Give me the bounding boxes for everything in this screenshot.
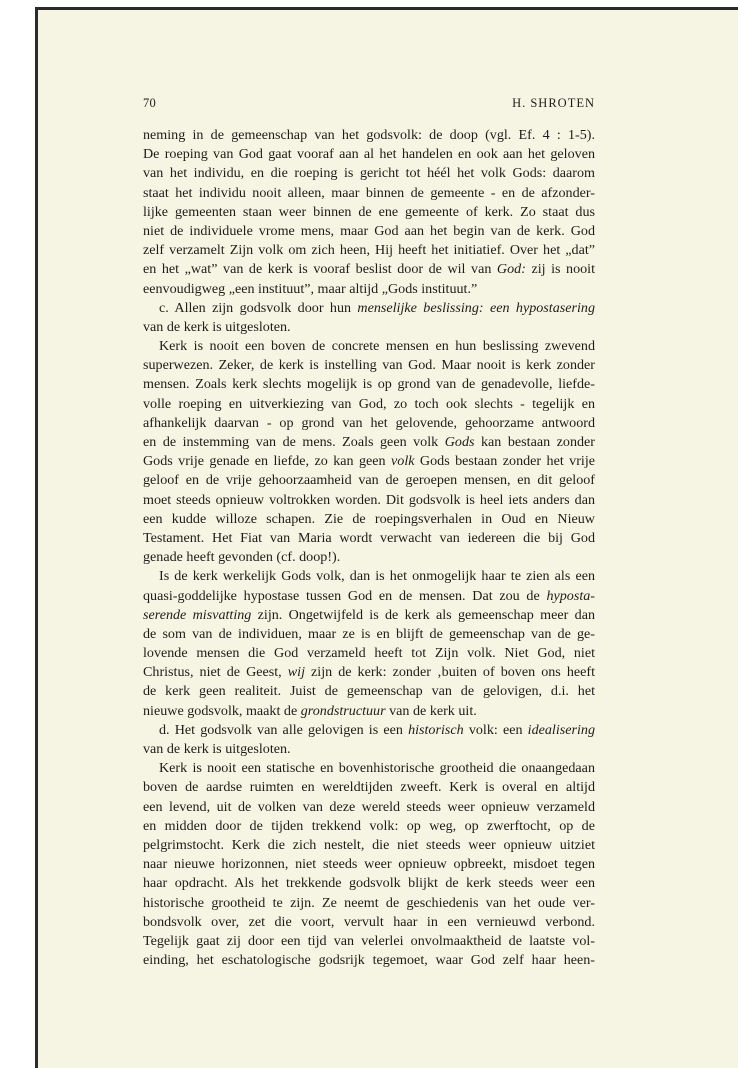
running-head-author: H. SHROTEN: [512, 96, 595, 110]
text-run: van de kerk uit.: [385, 702, 477, 719]
text-line: [143, 874, 595, 893]
text-line: [143, 529, 595, 548]
text-line: [143, 721, 595, 740]
text-run: Gods vrije genade en liefde, zo kan geen: [143, 453, 392, 470]
text-line: [143, 241, 595, 260]
text-run: en het „wat” van de kerk is vooraf beslist door de wil van: [143, 261, 497, 278]
text-line: [143, 356, 595, 375]
text-line: [143, 932, 595, 951]
text-run: pelgrimstocht. Kerk die zich nestelt, die niet steeds weer opnieuw uitziet: [143, 836, 595, 853]
text-line: [143, 817, 595, 836]
text-run: De roeping van God gaat vooraf aan al het handelen en ook aan het geloven: [143, 146, 595, 163]
text-line: [143, 164, 595, 183]
text-run: superwezen. Zeker, de kerk is instelling van God. Maar nooit is kerk zonder: [143, 357, 595, 374]
text-run: staat het individu nooit alleen, maar binnen de gemeente - en de afzonder-: [143, 184, 595, 201]
text-run: volk: een: [463, 721, 528, 738]
text-run: Gods bestaan zonder het vrije: [414, 453, 595, 470]
text-run: c. Allen zijn godsvolk door hun: [159, 299, 358, 316]
italic-text: historisch: [408, 721, 464, 738]
text-line: [143, 337, 595, 356]
text-line: [143, 491, 595, 510]
text-run: een levend, uit de volken van deze wereld steeds weer opnieuw verzameld: [143, 798, 595, 815]
italic-text: God:: [496, 261, 526, 278]
running-header: [143, 95, 595, 111]
text-run: zelf verzamelt Zijn volk om zich heen, Hij heeft het initiatief. Over het „dat”: [143, 242, 595, 259]
text-line: [143, 855, 595, 874]
text-line: [143, 452, 595, 471]
text-line: [143, 414, 595, 433]
italic-text: menselijke beslissing: een hypostasering: [357, 299, 595, 316]
text-run: lijke gemeenten staan weer binnen de ene gemeente of kerk. Zo staat dus: [143, 203, 595, 220]
text-run: de som van de individuen, maar ze is en blijft de gemeenschap van de ge-: [143, 625, 595, 642]
text-run: neming in de gemeenschap van het godsvolk: de doop (vgl. Ef. 4 : 1-5).: [143, 127, 595, 143]
text-run: geloof en de vrije gehoorzaamheid van de geroepen mensen, en dit geloof: [143, 472, 595, 489]
text-line: [143, 702, 595, 721]
text-run: zij is nooit: [525, 261, 595, 278]
text-line: [143, 222, 595, 241]
text-line: [143, 299, 595, 318]
text-line: [143, 644, 595, 663]
text-line: [143, 682, 595, 701]
text-line: [143, 740, 595, 759]
text-run: kan bestaan zonder: [474, 434, 595, 450]
text-line: [143, 606, 595, 625]
text-line: [143, 375, 595, 394]
text-line: [143, 913, 595, 932]
text-line: [143, 260, 595, 279]
text-line: [143, 145, 595, 164]
text-line: [143, 663, 595, 682]
text-line: [143, 184, 595, 203]
text-run: Kerk is nooit een statische en bovenhistorische grootheid die onaangedaan: [159, 760, 595, 777]
text-line: [143, 510, 595, 529]
text-line: [143, 894, 595, 913]
text-run: en de instemming van de mens. Zoals geen volk: [143, 434, 445, 450]
page-top-edge: [37, 7, 738, 10]
text-run: Tegelijk gaat zij door een tijd van velerlei onvolmaaktheid de laatste vol-: [143, 932, 595, 949]
italic-text: hyposta-: [546, 587, 595, 604]
text-line: [143, 280, 595, 299]
text-run: eenvoudigweg „een instituut”, maar altijd „Gods instituut.”: [143, 280, 478, 297]
text-run: van de kerk is uitgesloten.: [143, 741, 291, 757]
text-run: zijn. Ongetwijfeld is de kerk als gemeenschap meer dan: [251, 606, 595, 623]
text-run: Testament. Het Fiat van Maria wordt verwacht van iedereen die bij God: [143, 529, 595, 546]
text-line: [143, 433, 595, 452]
text-line: [143, 625, 595, 644]
text-run: zijn de kerk: zonder ‚buiten of boven ons heeft: [304, 664, 595, 681]
text-line: [143, 395, 595, 414]
text-run: lovende mensen die God verzameld heeft tot Zijn volk. Niet God, niet: [143, 645, 595, 662]
text-line: [143, 126, 595, 145]
text-run: de kerk geen realiteit. Juist de gemeenschap van de gelovigen, d.i. het: [143, 683, 595, 700]
text-line: [143, 798, 595, 817]
page-left-edge: [35, 7, 38, 1068]
text-run: historische grootheid te zijn. Ze neemt de geschiedenis van het oude ver-: [143, 894, 595, 911]
text-run: naar nieuwe horizonnen, niet steeds weer opnieuw opbreekt, misdoet tegen: [143, 856, 595, 873]
text-line: [143, 836, 595, 855]
text-run: einding, het eschatologische godsrijk tegemoet, waar God zelf haar heen-: [143, 952, 595, 969]
text-line: [143, 203, 595, 222]
text-line: [143, 759, 595, 778]
text-run: genade heeft gevonden (cf. doop!).: [143, 549, 341, 566]
text-run: afhankelijk daarvan - op grond van het gelovende, gehoorzame antwoord: [143, 414, 595, 431]
text-line: [143, 548, 595, 567]
italic-text: volk: [391, 453, 415, 470]
text-run: bondsvolk over, zet die voort, vervult haar in een vernieuwd verbond.: [143, 913, 595, 930]
text-run: en midden door de tijden trekkend volk: op weg, op zwerftocht, op de: [143, 817, 595, 834]
text-line: [143, 587, 595, 606]
text-run: volle roeping en uitverkiezing van God, zo toch ook slechts - tegelijk en: [143, 395, 595, 412]
text-run: Is de kerk werkelijk Gods volk, dan is het onmogelijk haar te zien als een: [159, 568, 595, 585]
italic-text: wij: [287, 664, 305, 681]
text-run: een kudde willoze schapen. Zie de roepingsverhalen in Oud en Nieuw: [143, 510, 595, 527]
text-line: [143, 778, 595, 797]
page-number: 70: [143, 96, 157, 110]
text-run: mensen. Zoals kerk slechts mogelijk is op grond van de genadevolle, liefde-: [143, 376, 595, 393]
italic-text: Gods: [444, 434, 475, 450]
text-run: nieuwe godsvolk, maakt de: [143, 702, 301, 719]
text-run: Christus, niet de Geest,: [143, 664, 288, 681]
text-run: boven de aardse ruimten en wereldtijden zweeft. Kerk is overal en altijd: [143, 779, 595, 796]
italic-text: grondstructuur: [300, 702, 386, 719]
text-run: quasi-goddelijke hypostase tussen God en de mensen. Dat zou de: [143, 587, 547, 604]
text-run: moet steeds opnieuw voltrokken worden. Dit godsvolk is heel iets anders dan: [143, 491, 595, 508]
text-run: niet de individuele vrome mens, maar God aan het begin van de kerk. God: [143, 222, 595, 239]
text-run: d. Het godsvolk van alle gelovigen is een: [159, 721, 409, 738]
body-text: [143, 126, 595, 970]
italic-text: idealisering: [527, 721, 595, 738]
text-line: [143, 951, 595, 970]
text-line: [143, 471, 595, 490]
text-line: [143, 318, 595, 337]
text-line: [143, 567, 595, 586]
text-run: van de kerk is uitgesloten.: [143, 318, 291, 335]
text-run: haar opdracht. Als het trekkende godsvolk blijkt de kerk steeds weer een: [143, 875, 595, 892]
italic-text: serende misvatting: [143, 606, 252, 623]
text-run: Kerk is nooit een boven de concrete mensen en hun beslissing zwevend: [159, 338, 595, 355]
text-run: van het individu, en die roeping is gericht tot héél het volk Gods: daarom: [143, 165, 595, 182]
